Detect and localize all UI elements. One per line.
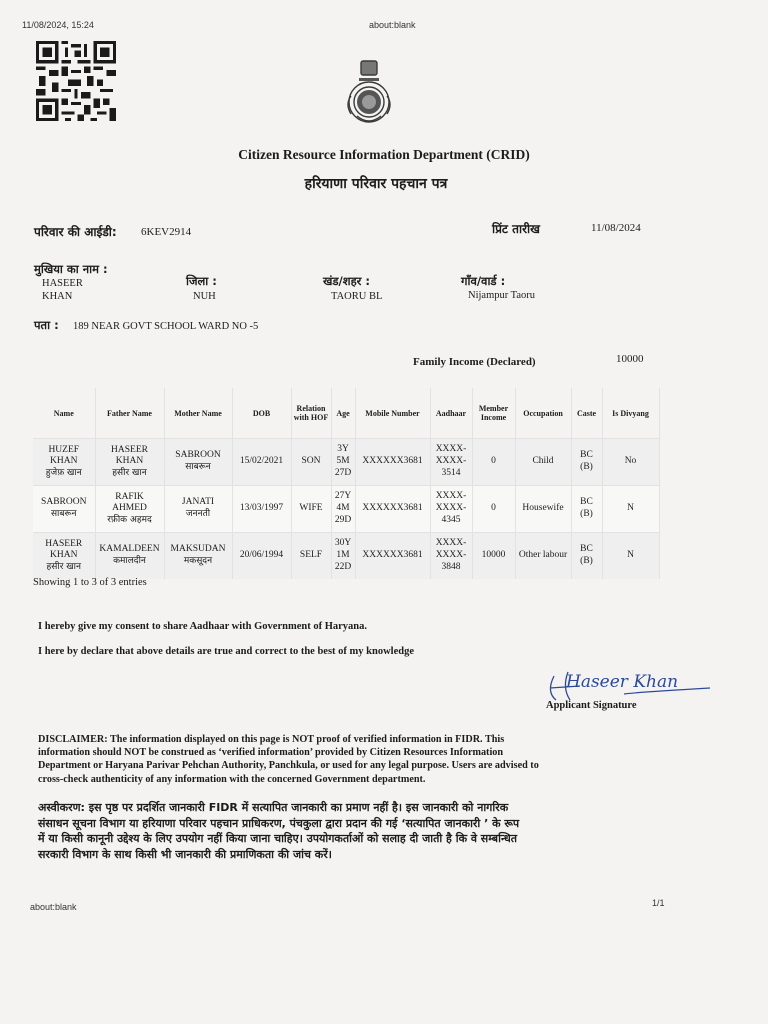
cell-divyang: No (602, 439, 659, 486)
cell-caste: BC (B) (571, 439, 602, 486)
cell-relation: WIFE (291, 486, 331, 533)
qr-code-icon (33, 41, 119, 121)
column-header: Age (331, 388, 355, 439)
members-table (33, 388, 660, 579)
cell-relation: SELF (291, 533, 331, 580)
cell-mother: MAKSUDAN मकसूदन (164, 533, 232, 580)
cell-relation: SON (291, 439, 331, 486)
family-income-label: Family Income (Declared) (413, 356, 536, 368)
village-label: गाँव/वार्ड : (461, 274, 506, 288)
print-footer-url: about:blank (30, 902, 77, 912)
head-name-line2: KHAN (42, 291, 73, 302)
cell-aadhaar: XXXX- XXXX- 4345 (430, 486, 472, 533)
family-id-label: परिवार की आईडी: (34, 225, 117, 239)
table-row (33, 533, 659, 580)
cell-caste: BC (B) (571, 533, 602, 580)
cell-caste: BC (B) (571, 486, 602, 533)
print-page-number: 1/1 (652, 898, 665, 908)
cell-divyang: N (602, 533, 659, 580)
family-id-value: 6KEV2914 (141, 226, 192, 238)
district-value: NUH (193, 291, 216, 302)
cell-father: KAMALDEEN कमालदीन (95, 533, 164, 580)
cell-father: RAFIK AHMED रफ़ीक अहमद (95, 486, 164, 533)
column-header: Relation with HOF (291, 388, 331, 439)
column-header: Aadhaar (430, 388, 472, 439)
cell-aadhaar: XXXX- XXXX- 3514 (430, 439, 472, 486)
cell-father: HASEER KHAN हसीर खान (95, 439, 164, 486)
table-row (33, 486, 659, 533)
cell-occupation: Child (515, 439, 571, 486)
column-header: Father Name (95, 388, 164, 439)
table-entries-info: Showing 1 to 3 of 3 entries (33, 577, 147, 588)
column-header: Mother Name (164, 388, 232, 439)
column-header: Name (33, 388, 95, 439)
column-header: Occupation (515, 388, 571, 439)
cell-income: 10000 (472, 533, 515, 580)
print-timestamp: 11/08/2024, 15:24 (22, 20, 94, 30)
declaration: I here by declare that above details are true and correct to the best of my knowledge (38, 646, 415, 657)
column-header: Member Income (472, 388, 515, 439)
block-value: TAORU BL (331, 291, 383, 302)
column-header: Mobile Number (355, 388, 430, 439)
cell-mother: SABROON साबरून (164, 439, 232, 486)
cell-occupation: Other labour (515, 533, 571, 580)
cell-aadhaar: XXXX- XXXX- 3848 (430, 533, 472, 580)
print-date-value: 11/08/2024 (591, 222, 641, 234)
district-label: जिला : (186, 274, 217, 288)
cell-dob: 20/06/1994 (232, 533, 291, 580)
family-income-value: 10000 (616, 353, 644, 365)
haryana-emblem-icon (337, 56, 401, 128)
cell-mobile: XXXXXX3681 (355, 439, 430, 486)
table-row (33, 439, 659, 486)
cell-income: 0 (472, 439, 515, 486)
card-title: हरियाणा परिवार पहचान पत्र (304, 176, 448, 192)
cell-mobile: XXXXXX3681 (355, 533, 430, 580)
cell-mother: JANATI जननती (164, 486, 232, 533)
cell-dob: 15/02/2021 (232, 439, 291, 486)
cell-name: SABROON साबरून (33, 486, 95, 533)
cell-income: 0 (472, 486, 515, 533)
department-title: Citizen Resource Information Department (CRID) (238, 147, 530, 162)
print-url: about:blank (369, 20, 416, 30)
cell-divyang: N (602, 486, 659, 533)
column-header: Is Divyang (602, 388, 659, 439)
cell-name: HUZEF KHAN हुजेफ़ खान (33, 439, 95, 486)
village-value: Nijampur Taoru (468, 290, 536, 301)
disclaimer-en: DISCLAIMER: The information displayed on this page is NOT proof of verified information in FIDR. This information should NOT be construed as ‘verified information’ provided by Citizen Resources Information Department or Haryana Parivar Pehchan Authority, Panchkula, or used for any legal purpose. Users are advised to cross-check authenticity of any information with the concerned Government department. (38, 734, 539, 785)
signature-label: Applicant Signature (546, 700, 637, 711)
cell-name: HASEER KHAN हसीर खान (33, 533, 95, 580)
block-label: खंड/शहर : (323, 274, 370, 288)
column-header: DOB (232, 388, 291, 439)
signature-handwriting: Haseer Khan (566, 672, 679, 692)
print-date-label: प्रिंट तारीख (492, 222, 540, 236)
cell-dob: 13/03/1997 (232, 486, 291, 533)
cell-age: 3Y 5M 27D (331, 439, 355, 486)
cell-mobile: XXXXXX3681 (355, 486, 430, 533)
cell-age: 27Y 4M 29D (331, 486, 355, 533)
column-header: Caste (571, 388, 602, 439)
disclaimer-hi: अस्वीकरण: इस पृष्ठ पर प्रदर्शित जानकारी FIDR में सत्यापित जानकारी का प्रमाण नहीं है। इस जानकारी को नागरिक संसाधन सूचना विभाग या हरियाणा परिवार पहचान प्राधिकरण, पंचकुला द्वारा प्रदान की गई ‘सत्यापित जानकारी ’ के रूप में या किसी कानूनी उद्देश्य के लिए उपयोग नहीं किया जाना चाहिए। उपयोगकर्ताओं को सलाह दी जाती है कि वे सम्बन्धित सरकारी विभाग के साथ किसी भी जानकारी की प्रमाणिकता की जांच करें। (38, 801, 520, 861)
address-label: पता : (34, 318, 59, 332)
cell-occupation: Housewife (515, 486, 571, 533)
address-value: 189 NEAR GOVT SCHOOL WARD NO -5 (73, 321, 259, 332)
cell-age: 30Y 1M 22D (331, 533, 355, 580)
table-header-row (33, 388, 659, 439)
head-name-label: मुखिया का नाम : (34, 262, 108, 276)
consent-aadhaar: I hereby give my consent to share Aadhaar with Government of Haryana. (38, 621, 367, 632)
head-name-line1: HASEER (42, 278, 83, 289)
